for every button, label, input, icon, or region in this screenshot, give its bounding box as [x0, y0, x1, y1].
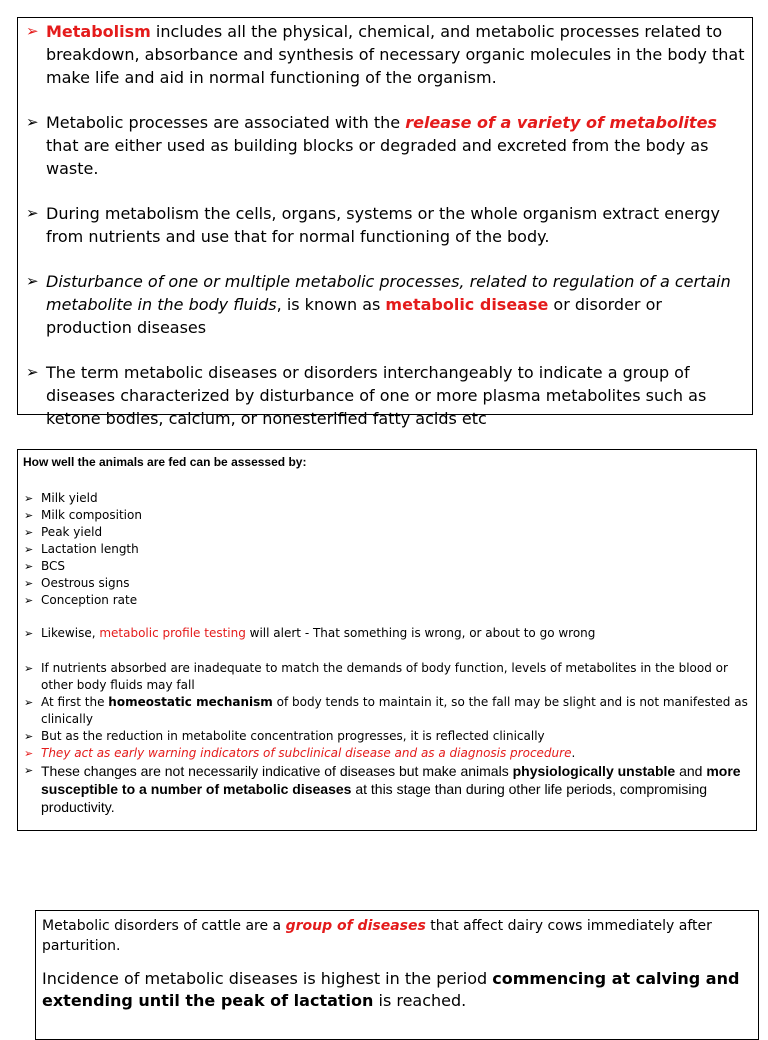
paragraph [36, 956, 758, 1012]
arrow-bullet-icon: ➢ [24, 627, 34, 640]
text-span: Metabolic processes are associated with the [46, 113, 406, 132]
metabolic-disorders-box [35, 910, 759, 1040]
notes-list [18, 625, 756, 816]
definition-text: includes all the physical, chemical, and metabolic processes related to breakdown, absorbance and synthesis of necessary organic molecules in the body that make life and aid in normal functioning of the organism. [46, 22, 745, 87]
indicator-item [24, 507, 750, 524]
arrow-bullet-icon: ➢ [24, 594, 34, 607]
arrow-bullet-icon: ➢ [24, 577, 34, 590]
emphasis-text: metabolic profile testing [99, 626, 246, 640]
indicator-item [24, 558, 750, 575]
text-span: that affect dairy cows immediately after parturition. [42, 918, 712, 954]
text-span: , is known as [276, 295, 386, 314]
arrow-bullet-icon: ➢ [24, 492, 34, 505]
indicator-label: Milk composition [41, 508, 142, 522]
list-item [26, 20, 746, 89]
text-span: Incidence of metabolic diseases is highest in the period [42, 969, 493, 988]
arrow-bullet-icon: ➢ [26, 363, 39, 381]
text-span: These changes are not necessarily indicative of diseases but make animals [41, 763, 513, 779]
italic-text: Disturbance of one or multiple metabolic processes, related to regulation of a certain metabolite in the body fluids [46, 272, 731, 314]
bold-text: homeostatic mechanism [108, 695, 273, 709]
indicator-label: Oestrous signs [41, 576, 130, 590]
indicator-item [24, 541, 750, 558]
text-span: or disorder or production diseases [46, 295, 662, 337]
feeding-assessment-box [17, 449, 757, 831]
indicator-label: Conception rate [41, 593, 138, 607]
arrow-bullet-icon: ➢ [24, 765, 34, 777]
bold-text: physiologically unstable [512, 763, 676, 779]
section-heading: How well the animals are fed can be assessed by: [23, 455, 307, 469]
text-span: Likewise, [41, 626, 100, 640]
list-item [24, 625, 750, 642]
arrow-bullet-icon: ➢ [26, 113, 39, 131]
list-item [26, 202, 746, 248]
arrow-bullet-icon: ➢ [26, 204, 39, 222]
text-span: If nutrients absorbed are inadequate to match the demands of body function, levels of metabolites in the blood or other body fluids may fall [41, 661, 728, 692]
text-span: will alert - That something is wrong, or about to go wrong [245, 626, 596, 640]
definition-list [18, 18, 752, 430]
list-item [24, 762, 750, 816]
arrow-bullet-icon: ➢ [26, 272, 39, 290]
arrow-bullet-icon: ➢ [24, 543, 34, 556]
arrow-bullet-icon: ➢ [24, 730, 34, 743]
list-item [24, 745, 750, 762]
list-item [24, 660, 750, 694]
indicator-item [24, 524, 750, 541]
text-span: But as the reduction in metabolite concentration progresses, it is reflected clinically [41, 729, 545, 743]
text-span: Metabolic disorders of cattle are a [42, 918, 286, 934]
text-span: of body tends to maintain it, so the fall may be slight and is not manifested as clinically [41, 695, 748, 726]
indicator-item [24, 575, 750, 592]
arrow-bullet-icon: ➢ [24, 560, 34, 573]
indicator-item [24, 592, 750, 609]
list-item [26, 111, 746, 180]
text-span: At first the [41, 695, 109, 709]
emphasis-text: release of a variety of metabolites [405, 113, 717, 132]
list-item [24, 694, 750, 728]
paragraph [36, 911, 758, 956]
list-item [26, 270, 746, 339]
list-item [24, 728, 750, 745]
arrow-bullet-icon: ➢ [24, 662, 34, 675]
indicator-label: Milk yield [41, 491, 98, 505]
emphasis-text: They act as early warning indicators of subclinical disease and as a diagnosis procedure [41, 746, 572, 760]
arrow-bullet-icon: ➢ [26, 22, 39, 40]
text-span: . [571, 746, 576, 760]
indicator-label: Peak yield [41, 525, 103, 539]
arrow-bullet-icon: ➢ [24, 747, 34, 760]
arrow-bullet-icon: ➢ [24, 509, 34, 522]
indicator-label: Lactation length [41, 542, 139, 556]
text-span: During metabolism the cells, organs, systems or the whole organism extract energy from nutrients and use that for normal functioning of the body. [46, 204, 720, 246]
emphasis-text: metabolic disease [385, 295, 549, 314]
list-item [26, 361, 746, 430]
indicator-item [24, 490, 750, 507]
text-span: at this stage than during other life periods, compromising productivity. [41, 781, 708, 815]
text-span: is reached. [373, 991, 467, 1010]
arrow-bullet-icon: ➢ [24, 526, 34, 539]
indicator-label: BCS [41, 559, 66, 573]
emphasis-text: group of diseases [285, 918, 426, 934]
bold-text: commencing at calving and extending until the peak of lactation [42, 969, 740, 1010]
term-metabolism: Metabolism [46, 22, 151, 41]
text-span: The term metabolic diseases or disorders interchangeably to indicate a group of diseases characterized by disturbance of one or more plasma metabolites such as ketone bodies, calcium, or nonesterified fatty acids etc [46, 363, 707, 428]
bold-text: more susceptible to a number of metabolic diseases [41, 763, 741, 797]
text-span: and [675, 763, 707, 779]
indicator-list [18, 490, 756, 609]
text-span: that are either used as building blocks or degraded and excreted from the body as waste. [46, 136, 709, 178]
arrow-bullet-icon: ➢ [24, 696, 34, 709]
metabolism-definition-box [17, 17, 753, 428]
